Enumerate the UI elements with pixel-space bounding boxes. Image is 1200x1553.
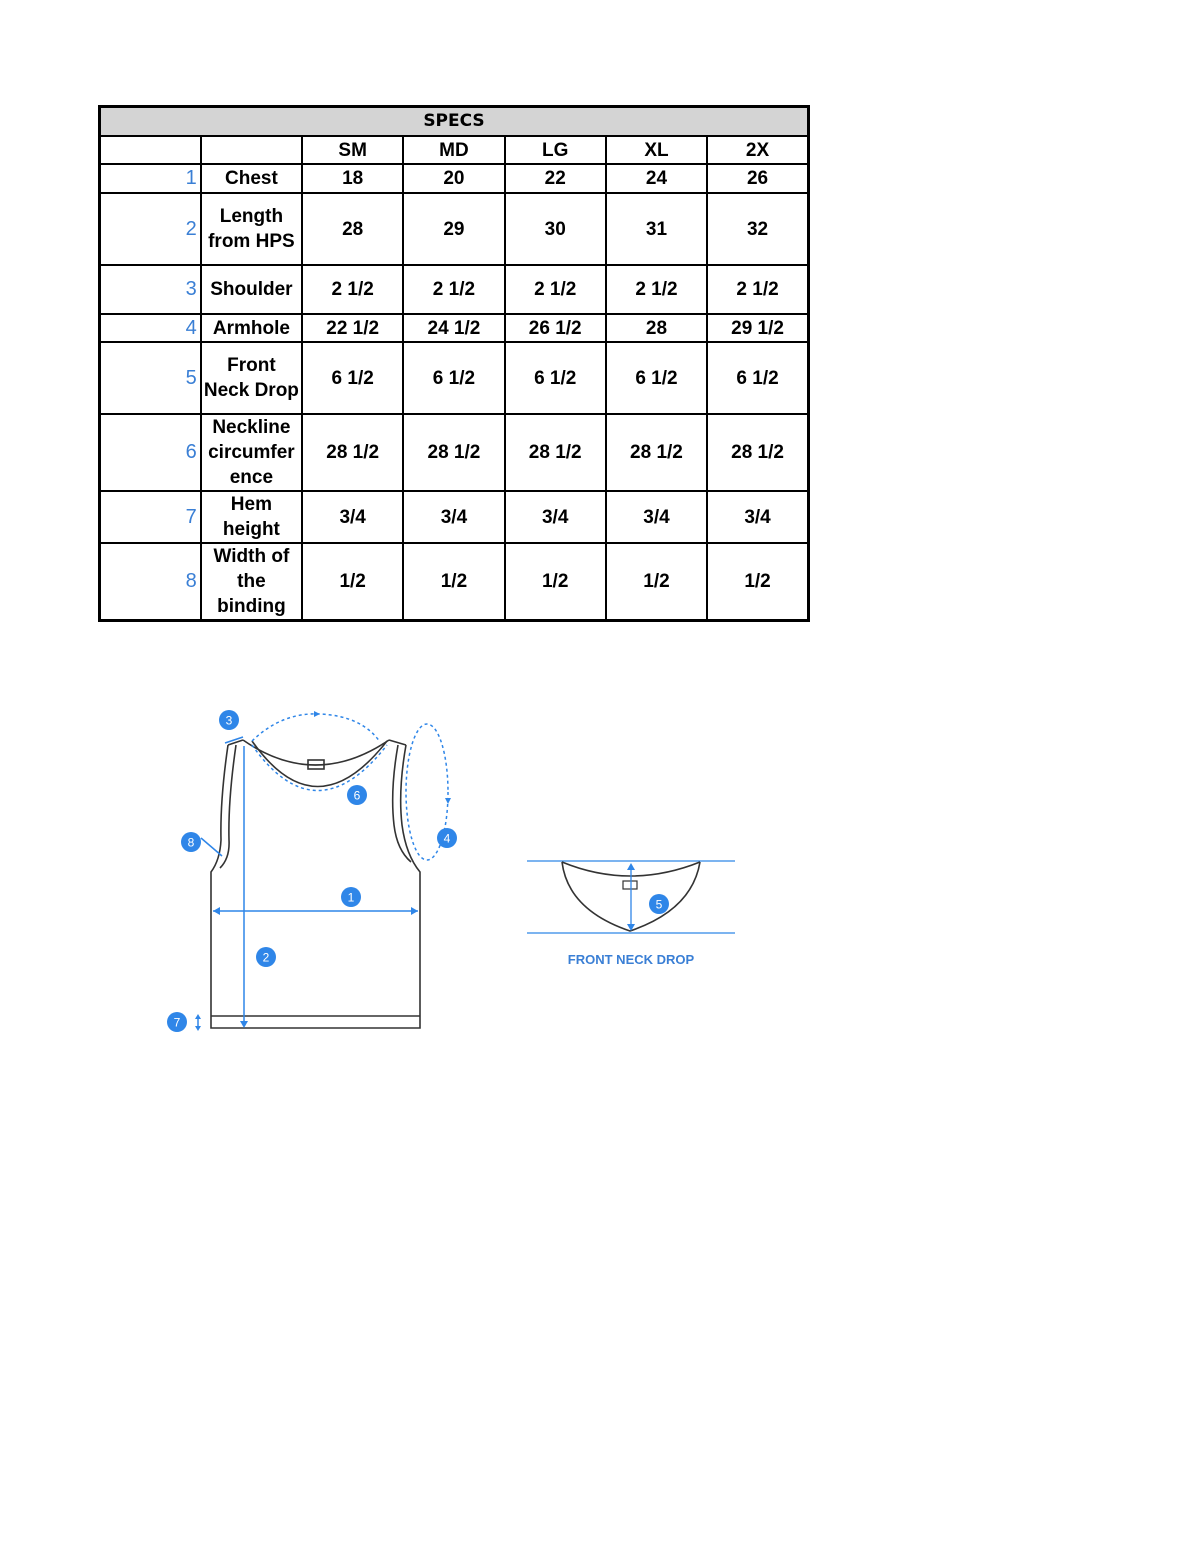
value-cell: 2 1/2 [302, 265, 403, 314]
marker-4-badge [437, 828, 457, 848]
table-title: SPECS [100, 107, 809, 137]
marker-1-label: 1 [347, 890, 355, 905]
value-cell: 32 [707, 193, 808, 265]
row-label: Length from HPS [201, 193, 302, 265]
size-header-sm: SM [302, 136, 403, 164]
value-cell: 22 [505, 164, 606, 193]
value-cell: 2 1/2 [707, 265, 808, 314]
value-cell: 2 1/2 [606, 265, 707, 314]
value-cell: 1/2 [606, 543, 707, 621]
row-label: Neckline circumfer ence [201, 414, 302, 491]
value-cell: 6 1/2 [505, 342, 606, 414]
value-cell: 6 1/2 [606, 342, 707, 414]
value-cell: 2 1/2 [403, 265, 504, 314]
value-cell: 3/4 [707, 491, 808, 543]
value-cell: 26 1/2 [505, 314, 606, 342]
marker-5-label: 5 [655, 897, 663, 912]
marker-7-label: 7 [173, 1015, 181, 1030]
value-cell: 24 [606, 164, 707, 193]
value-cell: 3/4 [302, 491, 403, 543]
row-label: Hem height [201, 491, 302, 543]
value-cell: 3/4 [606, 491, 707, 543]
marker-2-label: 2 [262, 950, 270, 965]
value-cell: 28 [606, 314, 707, 342]
marker-2-badge [256, 947, 276, 967]
value-cell: 28 1/2 [505, 414, 606, 491]
value-cell: 22 1/2 [302, 314, 403, 342]
row-label: Width of the binding [201, 543, 302, 621]
value-cell: 28 [302, 193, 403, 265]
value-cell: 28 1/2 [707, 414, 808, 491]
marker-8-label: 8 [187, 835, 195, 850]
marker-4-label: 4 [443, 831, 451, 846]
row-label: Armhole [201, 314, 302, 342]
size-header-xl: XL [606, 136, 707, 164]
value-cell: 1/2 [505, 543, 606, 621]
size-header-md: MD [403, 136, 504, 164]
marker-5-badge [649, 894, 669, 914]
row-number: 2 [100, 193, 201, 265]
row-number: 5 [100, 342, 201, 414]
value-cell: 29 1/2 [707, 314, 808, 342]
marker-8-badge [181, 832, 201, 852]
value-cell: 20 [403, 164, 504, 193]
row-label: Front Neck Drop [201, 342, 302, 414]
marker-7-badge [167, 1012, 187, 1032]
marker-3-label: 3 [225, 713, 233, 728]
value-cell: 6 1/2 [707, 342, 808, 414]
value-cell: 6 1/2 [302, 342, 403, 414]
marker-6-label: 6 [353, 788, 361, 803]
value-cell: 31 [606, 193, 707, 265]
value-cell: 24 1/2 [403, 314, 504, 342]
row-label: Chest [201, 164, 302, 193]
value-cell: 28 1/2 [403, 414, 504, 491]
row-label: Shoulder [201, 265, 302, 314]
size-header-lg: LG [505, 136, 606, 164]
value-cell: 1/2 [302, 543, 403, 621]
marker-3-badge [219, 710, 239, 730]
value-cell: 1/2 [707, 543, 808, 621]
row-number: 4 [100, 314, 201, 342]
front-neck-drop-detail [527, 861, 735, 967]
front-neck-drop-caption: FRONT NECK DROP [567, 952, 695, 967]
marker-1-badge [341, 887, 361, 907]
value-cell: 26 [707, 164, 808, 193]
value-cell: 3/4 [505, 491, 606, 543]
value-cell: 28 1/2 [302, 414, 403, 491]
row-number: 8 [100, 543, 201, 621]
row-number: 1 [100, 164, 201, 193]
value-cell: 30 [505, 193, 606, 265]
measurement-guides [198, 714, 448, 1029]
value-cell: 18 [302, 164, 403, 193]
row-number: 3 [100, 265, 201, 314]
value-cell: 28 1/2 [606, 414, 707, 491]
value-cell: 1/2 [403, 543, 504, 621]
row-number: 6 [100, 414, 201, 491]
value-cell: 6 1/2 [403, 342, 504, 414]
value-cell: 29 [403, 193, 504, 265]
tank-top-outline [211, 740, 420, 1028]
value-cell: 3/4 [403, 491, 504, 543]
row-number: 7 [100, 491, 201, 543]
size-header-2x: 2X [707, 136, 808, 164]
value-cell: 2 1/2 [505, 265, 606, 314]
marker-6-badge [347, 785, 367, 805]
